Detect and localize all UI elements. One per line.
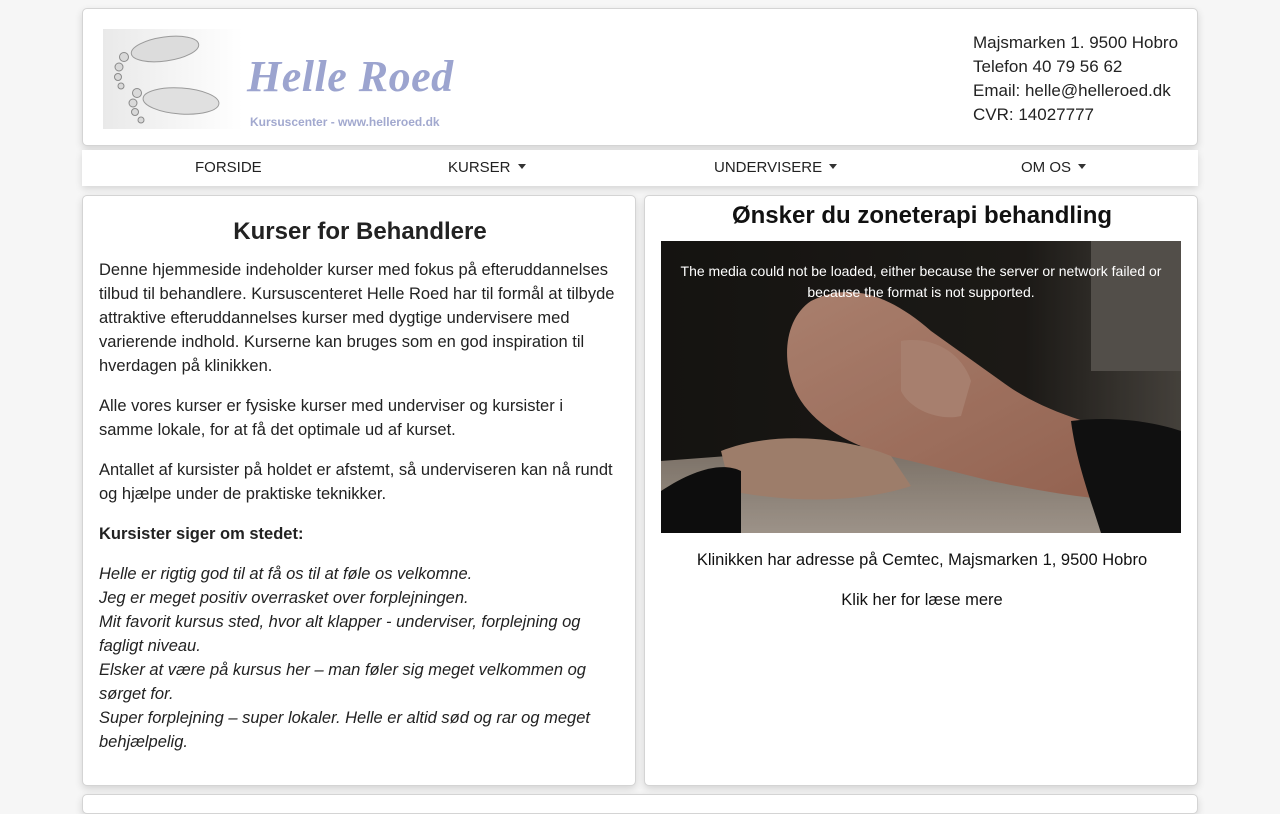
contact-email: Email: helle@helleroed.dk xyxy=(973,81,1171,100)
zonetherapy-title: Ønsker du zoneterapi behandling xyxy=(731,202,1113,229)
caret-down-icon xyxy=(1078,164,1086,169)
nav-forside[interactable] xyxy=(195,150,262,186)
testimonial-item: Jeg er meget positiv overrasket over forplejningen. xyxy=(99,589,469,607)
clinic-address: Klinikken har adresse på Cemtec, Majsmarken 1, 9500 Hobro xyxy=(696,551,1148,569)
testimonial-item: Mit favorit kursus sted, hvor alt klapper - underviser, forplejning og fagligt niveau. xyxy=(99,613,581,655)
site-header xyxy=(82,8,1198,146)
zonetherapy-card xyxy=(644,195,1198,786)
testimonial-item: Super forplejning – super lokaler. Helle er altid sød og rar og meget behjælpelig. xyxy=(99,709,590,751)
nav-label: UNDERVISERE xyxy=(714,159,823,176)
logo-tagline: Kursuscenter - www.helleroed.dk xyxy=(250,115,440,129)
main-navbar xyxy=(82,150,1198,186)
testimonials-heading: Kursister siger om stedet: xyxy=(99,525,304,543)
contact-cvr: CVR: 14027777 xyxy=(973,105,1094,124)
contact-info xyxy=(973,31,1178,127)
courses-title: Kurser for Behandlere xyxy=(233,218,487,245)
intro-paragraph: Antallet af kursister på holdet er afstemt, så underviseren kan nå rundt og hjælpe under de praktiske teknikker. xyxy=(99,461,613,503)
video-error-message: The media could not be loaded, either because the server or network failed or because the format is not supported. xyxy=(680,263,1162,300)
courses-intro-card xyxy=(82,195,636,786)
contact-address: Majsmarken 1. 9500 Hobro xyxy=(973,33,1179,52)
nav-om-os-dropdown[interactable] xyxy=(1021,150,1086,186)
read-more-link[interactable]: Klik her for læse mere xyxy=(841,591,1003,609)
courses-body xyxy=(99,258,619,754)
caret-down-icon xyxy=(829,164,837,169)
nav-undervisere-dropdown[interactable] xyxy=(714,150,837,186)
video-player[interactable] xyxy=(661,241,1181,533)
nav-kurser-dropdown[interactable] xyxy=(448,150,526,186)
caret-down-icon xyxy=(518,164,526,169)
nav-label: KURSER xyxy=(448,159,511,176)
nav-label: OM OS xyxy=(1021,159,1072,176)
testimonial-item: Helle er rigtig god til at få os til at føle os velkomne. xyxy=(99,565,473,583)
next-section-card xyxy=(82,794,1198,814)
nav-label: FORSIDE xyxy=(195,159,262,176)
testimonials-list xyxy=(99,562,619,754)
intro-paragraph: Alle vores kurser er fysiske kurser med underviser og kursister i samme lokale, for at få det optimale ud af kurset. xyxy=(99,397,563,439)
contact-phone: Telefon 40 79 56 62 xyxy=(973,57,1123,76)
site-logo[interactable] xyxy=(103,29,455,129)
intro-paragraph: Denne hjemmeside indeholder kurser med fokus på efteruddannelses tilbud til behandlere. Kursuscenteret Helle Roed har til formål at tilbyde attraktive efteruddannelses kurser med dygtige undervisere med varierende indhold. Kurserne kan bruges som en god inspiration til hverdagen på klinikken. xyxy=(99,261,615,375)
testimonial-item: Elsker at være på kursus her – man føler sig meget velkommen og sørget for. xyxy=(99,661,586,703)
logo-title: Helle Roed xyxy=(247,52,454,101)
